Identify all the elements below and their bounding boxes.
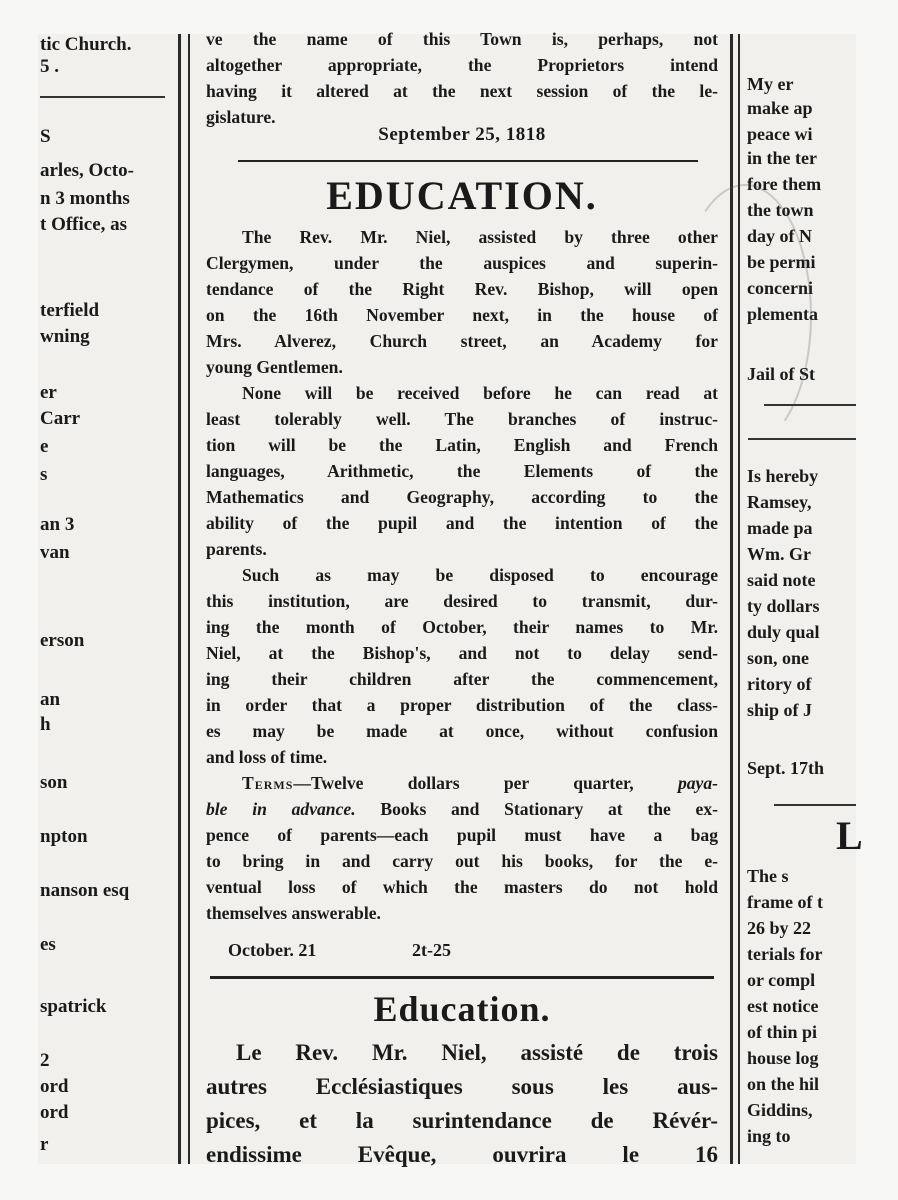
right-fragment-line: or compl — [747, 970, 816, 990]
text-line: None will be received before he can read at — [242, 383, 718, 403]
left-fragment-line: an 3 — [40, 514, 75, 535]
text-line: ability of the pupil and the intention of the — [206, 513, 718, 533]
left-fragment-line: ord — [40, 1102, 69, 1123]
right-fragment-line: ship of J — [747, 700, 813, 720]
scan-stain — [678, 184, 812, 448]
right-fragment-line: Is hereby — [747, 466, 819, 486]
closing-date: October. 21 — [228, 940, 317, 960]
separator-rule — [238, 160, 698, 162]
right-fragment-line: The s — [747, 866, 789, 886]
right-fragment-line: fore them — [747, 174, 822, 194]
text-line: ing the month of October, their names to Mr. — [206, 617, 718, 637]
right-fragment-line: house log — [747, 1048, 819, 1068]
left-column-rule — [40, 96, 165, 98]
text-line: Such as may be disposed to encourage — [242, 565, 718, 585]
text-line: Mrs. Alverez, Church street, an Academy for — [206, 331, 718, 351]
left-fragment-line: 5 . — [40, 56, 59, 77]
text-line: ventual loss of which the masters do not hold — [206, 877, 718, 897]
left-fragment-line: terfield — [40, 300, 100, 321]
french-paragraph — [206, 1036, 718, 1172]
left-fragment-line: npton — [40, 826, 88, 847]
right-fragment-line: be permi — [747, 252, 816, 272]
left-fragment-line: nanson esq — [40, 880, 130, 901]
right-fragment-line: son, one — [747, 648, 810, 668]
left-fragment-line: ord — [40, 1076, 69, 1097]
text-line: altogether appropriate, the Proprietors intend — [206, 55, 718, 75]
terms-italic: paya- — [677, 773, 718, 793]
text-line — [206, 796, 718, 822]
text-line: gislature. — [206, 107, 276, 127]
left-fragment-line: h — [40, 714, 51, 735]
terms-label: Terms — [242, 773, 294, 793]
paragraph-2 — [206, 380, 718, 562]
right-fragment-line: in the ter — [747, 148, 817, 168]
paragraph-1 — [206, 224, 718, 380]
text-line: and loss of time. — [206, 747, 328, 767]
right-fragment-line: day of N — [747, 226, 813, 246]
text-line: Niel, at the Bishop's, and not to delay send- — [206, 643, 718, 663]
right-fragment-line: concerni — [747, 278, 813, 298]
text-line: on the 16th November next, in the house of — [206, 305, 718, 325]
text-line: pices, et la surintendance de Révér- — [206, 1108, 718, 1133]
right-fragment-line: 26 by 22 — [747, 918, 812, 938]
right-fragment-line: frame of t — [747, 892, 823, 912]
right-fragment-line: My er — [747, 74, 794, 94]
text-line: this institution, are desired to transmit, dur- — [206, 591, 718, 611]
text-line: languages, Arithmetic, the Elements of the — [206, 461, 718, 481]
top-date: September 25, 1818 — [378, 124, 546, 145]
terms-paragraph — [206, 770, 718, 926]
closing-line — [228, 940, 708, 961]
right-fragment-line: make ap — [747, 98, 813, 118]
left-fragment-line: t Office, as — [40, 214, 128, 235]
left-fragment-line: son — [40, 772, 68, 793]
right-fragment-line: ty dollars — [747, 596, 820, 616]
right-fragment-line: of thin pi — [747, 1022, 818, 1042]
center-column — [198, 29, 726, 1167]
text-line: Mathematics and Geography, according to the — [206, 487, 718, 507]
terms-text: —Twelve dollars per quarter, — [293, 773, 678, 793]
left-fragment-line: r — [40, 1134, 49, 1155]
right-fragment-line: est notice — [747, 996, 819, 1016]
text-line: endissime Evêque, ouvrira le 16 — [206, 1142, 718, 1167]
text-line: es may be made at once, without confusion — [206, 721, 718, 741]
text-line: parents. — [206, 539, 267, 559]
text-line: to bring in and carry out his books, for the e- — [206, 851, 718, 871]
separator-rule — [210, 976, 714, 979]
closing-code: 2t-25 — [412, 940, 451, 960]
left-fragment-line: spatrick — [40, 996, 107, 1017]
column-rule-left — [178, 34, 181, 1164]
text-line: young Gentlemen. — [206, 357, 343, 377]
right-fragment-line: Ramsey, — [747, 492, 812, 512]
text-line: Clergymen, under the auspices and superin- — [206, 253, 718, 273]
left-column — [38, 34, 168, 1164]
text-line: pence of parents—each pupil must have a bag — [206, 825, 718, 845]
right-fragment-line: on the hil — [747, 1074, 820, 1094]
french-heading: Education. — [373, 989, 551, 1029]
right-column-rule — [774, 804, 856, 806]
text-line: Le Rev. Mr. Niel, assisté de trois — [236, 1040, 718, 1065]
right-fragment-line: terials for — [747, 944, 823, 964]
right-fragment-line: said note — [747, 570, 816, 590]
big-letter: L — [836, 813, 863, 858]
english-heading: EDUCATION. — [326, 173, 598, 218]
text-line: themselves answerable. — [206, 903, 381, 923]
paragraph-3 — [206, 562, 718, 770]
left-fragment-line: arles, Octo- — [40, 160, 134, 181]
text-line: tion will be the Latin, English and French — [206, 435, 718, 455]
right-fragment-line: Wm. Gr — [747, 544, 811, 564]
right-fragment-line: peace wi — [747, 124, 813, 144]
right-fragment-line: the town — [747, 200, 814, 220]
left-fragment-line: S — [40, 126, 51, 147]
left-fragment-line: 2 — [40, 1050, 50, 1071]
text-line — [206, 770, 718, 796]
left-fragment-line: er — [40, 382, 57, 403]
top-fragment — [206, 26, 718, 130]
right-fragment-line: Giddins, — [747, 1100, 813, 1120]
left-fragment-line: es — [40, 934, 56, 955]
right-fragment-line: ritory of — [747, 674, 812, 694]
left-fragment-line: an — [40, 689, 61, 710]
column-rule-left-inner — [188, 34, 190, 1164]
left-fragment-line: e — [40, 436, 49, 457]
right-fragment-line: duly qual — [747, 622, 820, 642]
newspaper-scan — [38, 29, 863, 1167]
right-fragment-line: ing to — [747, 1126, 791, 1146]
left-fragment-line: erson — [40, 630, 85, 651]
text-line: in order that a proper distribution of the class- — [206, 695, 718, 715]
text-line: having it altered at the next session of the le- — [206, 81, 718, 101]
left-fragment-line: tic Church. — [40, 34, 132, 55]
left-fragment-line: n 3 months — [40, 188, 130, 209]
left-fragment-line: Carr — [40, 408, 81, 429]
terms-text: Books and Stationary at the ex- — [355, 799, 718, 819]
left-fragment-line: s — [40, 464, 48, 485]
text-line: autres Ecclésiastiques sous les aus- — [206, 1074, 718, 1099]
text-line: tendance of the Right Rev. Bishop, will open — [206, 279, 718, 299]
left-fragment-line: wning — [40, 326, 90, 347]
text-line: The Rev. Mr. Niel, assisted by three other — [242, 227, 718, 247]
right-fragment-line: made pa — [747, 518, 813, 538]
text-line: least tolerably well. The branches of instruc- — [206, 409, 718, 429]
right-fragment-line: Jail of St — [747, 364, 816, 384]
terms-italic: ble in advance. — [206, 799, 356, 819]
text-line: ve the name of this Town is, perhaps, not — [206, 29, 718, 49]
left-fragment-line: van — [40, 542, 70, 563]
text-line: ing their children after the commencement, — [206, 669, 718, 689]
right-fragment-line: Sept. 17th — [747, 758, 825, 778]
right-fragment-line: plementa — [747, 304, 818, 324]
